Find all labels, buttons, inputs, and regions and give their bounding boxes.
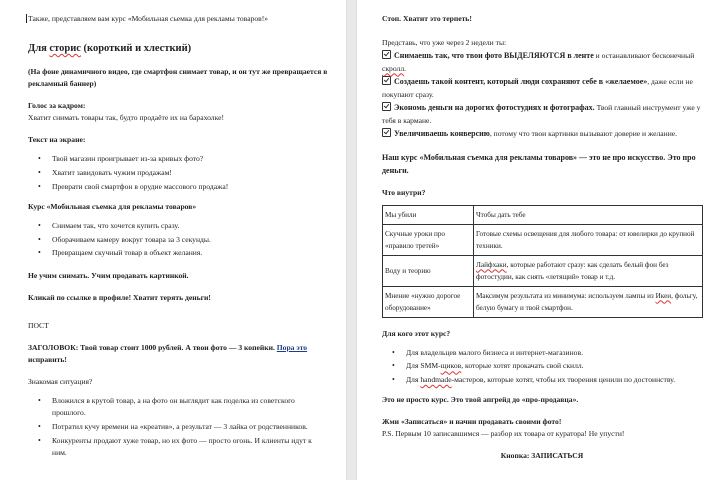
- spellcheck-word[interactable]: щиков: [440, 361, 462, 371]
- spellcheck-word[interactable]: Икеи: [655, 291, 672, 300]
- list-item: • Преврати свой смартфон в орудие массового продажа!: [52, 181, 328, 193]
- course-label: Курс «Мобильная съемка для рекламы товаров»: [28, 201, 197, 211]
- check-bold-text: Создаешь такой контент, который люди сохраняют себе в «желаемое»: [394, 77, 648, 86]
- table-header-cell: Мы убили: [383, 205, 474, 224]
- item-text: Для SMM-: [406, 361, 441, 371]
- list-item: • Твой магазин проигрывает из-за кривых фото?: [52, 153, 328, 165]
- cell-text: Готовые схемы освещения для любого товара: от ювелирки до крупной техники.: [476, 229, 695, 250]
- slogan: Не учим снимать. Учим продавать картинкой.: [28, 270, 189, 280]
- list-item: [406, 374, 702, 386]
- stop-heading: Стоп. Хватит это терпеть!: [382, 14, 472, 23]
- checkbox-checked-icon: [382, 128, 391, 137]
- course-table: [382, 205, 703, 318]
- intro-paragraph[interactable]: [28, 13, 328, 25]
- check-text: и останавливают бесконечный: [593, 51, 695, 60]
- list-item: • Конкуренты продают хуже товар, но их фото — просто огонь. И клиенты идут к ним.: [52, 435, 328, 460]
- voice-label: Голос за кадром:: [28, 101, 86, 110]
- item-text: Для: [406, 375, 421, 385]
- list-item: • Вложился в крутой товар, а на фото он выглядит как поделка из советского прошлого.: [52, 395, 328, 420]
- our-course-text: Наш курс «Мобильная съемка для рекламы товаров» — это не про искусство. Это про деньги.: [382, 152, 696, 175]
- list-item: • Потратил кучу времени на «креатив», а результат — 3 лайка от родственников.: [52, 421, 328, 433]
- ps-text: P.S. Первым 10 записавшимся — разбор их товара от куратора! Не упусти!: [382, 429, 625, 439]
- check-item: [382, 128, 702, 141]
- item-text: Для владельцев малого бизнеса и интернет-магазинов.: [406, 347, 583, 357]
- document-page-right[interactable]: [357, 0, 720, 480]
- item-text: -мастеров, которые хотят, чтобы их творения ценили по достоинству.: [451, 375, 676, 385]
- spellcheck-word[interactable]: сторис: [49, 43, 81, 54]
- list-item: • Оборачиваем камеру вокруг товара за 3 секунды.: [52, 234, 328, 246]
- spellcheck-word[interactable]: handmade: [420, 375, 452, 385]
- cell-text: , фольгу, белую бумагу и твой смартфон.: [476, 291, 698, 312]
- cell-text: Максимум результата из минимума: используем лампы из: [476, 291, 656, 300]
- post-headline: [28, 342, 328, 366]
- voice-text: Хватит снимать товары так, будто продаёте их на барахолке!: [28, 113, 224, 122]
- button-line: Кнопка: ЗАПИСАТЬСЯ: [500, 451, 584, 461]
- screen-label: Текст на экране:: [28, 135, 86, 144]
- inside-label: Что внутри?: [382, 187, 426, 197]
- check-item: [382, 76, 702, 101]
- table-cell: Скучные уроки про «правило третей»: [383, 224, 474, 255]
- check-text: , потому что твои картинки вызывают доверие и желание.: [489, 129, 678, 138]
- check-bold-text: Увеличиваешь конверсию: [394, 129, 490, 138]
- familiar-label: Знакомая ситуация?: [28, 376, 93, 386]
- heading-part: (короткий и хлесткий): [80, 43, 192, 54]
- page-content: [382, 10, 702, 462]
- heading-part: Для: [28, 43, 50, 54]
- stage-note: (На фоне динамичного видео, где смартфон снимает товар, и он тут же превращается в рекламный баннер): [28, 67, 328, 88]
- list-item: • Превращаем скучный товар в объект желания.: [52, 247, 328, 259]
- table-row: [383, 224, 703, 255]
- headline-link[interactable]: Пора это: [276, 342, 308, 352]
- familiar-list: [28, 395, 328, 459]
- table-row: [383, 255, 703, 286]
- table-cell: Воду и теорию: [383, 255, 474, 286]
- list-item: [406, 347, 702, 359]
- list-item: • Хватит завидовать чужим продажам!: [52, 167, 328, 179]
- check-item: [382, 50, 702, 75]
- check-item: [382, 102, 702, 127]
- check-bold-text: Экономь деньги на дорогих фотостудиях и фотографах.: [394, 103, 595, 112]
- headline-text: ЗАГОЛОВОК: Твой товар стоит 1000 рублей. А твои фото — 3 копейки.: [28, 342, 277, 352]
- checkbox-checked-icon: [382, 102, 391, 111]
- document-page-left[interactable]: [0, 0, 346, 480]
- spellcheck-word[interactable]: Лайфхаки: [476, 260, 507, 269]
- post-label: ПОСТ: [28, 320, 49, 330]
- imagine-text: Представь, что уже через 2 недели ты:: [382, 38, 507, 47]
- list-item: • Снимаем так, что хочется купить сразу.: [52, 220, 328, 232]
- for-whom-list: [382, 347, 702, 387]
- table-header-row: [383, 205, 703, 224]
- check-bold-text: Снимаешь так, что твои фото ВЫДЕЛЯЮТСЯ в ленте: [394, 51, 594, 60]
- spellcheck-word[interactable]: скролл: [382, 63, 405, 73]
- course-list: [28, 220, 328, 260]
- headline-end: исправить!: [28, 354, 67, 364]
- check-text: , даже если не покупают сразу.: [382, 77, 693, 99]
- page-separator: [346, 0, 357, 480]
- upgrade-text: Это не просто курс. Это твой апгрейд до «про-продавца».: [382, 395, 579, 405]
- checkbox-checked-icon: [382, 76, 391, 85]
- for-whom-label: Для кого этот курс?: [382, 328, 451, 338]
- cell-text: , которые работают сразу: как сделать белый фон без фотостудии, как снять «летящий» товар и т.д.: [476, 260, 669, 281]
- table-header-cell: Чтобы дать тебе: [474, 205, 703, 224]
- press-text: Жми «Записаться» и начни продавать своими фото!: [382, 417, 562, 427]
- list-item: [406, 360, 702, 372]
- stories-heading: [28, 42, 328, 56]
- page-content: [28, 10, 328, 459]
- table-cell: [474, 224, 703, 255]
- table-row: [383, 286, 703, 317]
- table-cell: [474, 286, 703, 317]
- item-text: , которые хотят прокачать свой скилл.: [461, 361, 584, 371]
- cta-text: Кликай по ссылке в профиле! Хватит терять деньги!: [28, 292, 211, 302]
- check-tail: .: [404, 63, 407, 73]
- table-cell: Мнение «нужно дорогое оборудование»: [383, 286, 474, 317]
- screen-list: [28, 153, 328, 193]
- table-cell: [474, 255, 703, 286]
- check-text: Твой главный инструмент уже у тебя в кармане.: [382, 103, 701, 125]
- intro-text: Также, представляем вам курс «Мобильная сьемка для рекламы товаров!»: [28, 14, 269, 23]
- checkbox-checked-icon: [382, 50, 391, 59]
